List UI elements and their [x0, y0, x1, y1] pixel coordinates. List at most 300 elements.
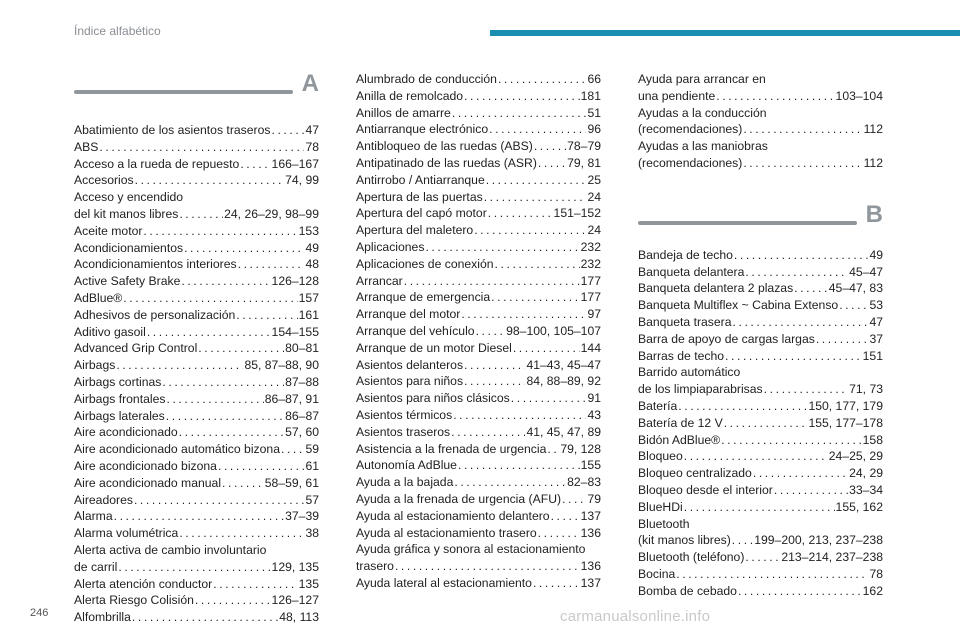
dot-leader: [179, 424, 284, 441]
entry-term: Aire acondicionado bizona: [74, 458, 217, 473]
dot-leader: [281, 441, 304, 458]
entry-pages[interactable]: 41–43, 45–47: [526, 357, 601, 372]
dot-leader: [425, 239, 579, 256]
entry-pages[interactable]: 79: [587, 491, 601, 506]
entry-term: Antiarranque electrónico: [356, 122, 489, 137]
index-entry[interactable]: [74, 156, 319, 173]
entry-term: Acondicionamientos: [74, 240, 184, 255]
entry-pages[interactable]: 45–47: [849, 264, 883, 279]
entry-pages[interactable]: 59: [305, 442, 319, 457]
entry-pages[interactable]: 43: [587, 407, 601, 422]
index-entry[interactable]: [74, 223, 319, 240]
entry-pages[interactable]: 51: [587, 105, 601, 120]
entry-pages[interactable]: 24, 29: [849, 466, 883, 481]
entry-term: Bloqueo centralizado: [638, 466, 752, 481]
index-entry[interactable]: [74, 374, 319, 391]
dot-leader: [745, 549, 780, 566]
dot-leader: [238, 256, 305, 273]
index-entry[interactable]: [74, 576, 319, 593]
entry-pages[interactable]: 98–100, 105–107: [506, 323, 601, 338]
entry-term: de carril: [74, 559, 118, 574]
index-entry[interactable]: [356, 88, 601, 105]
entry-term-line: Ayuda gráfica y sonora al estacionamiento: [356, 542, 586, 557]
entry-term: Alumbrado de conducción: [356, 72, 497, 86]
index-entry[interactable]: [74, 592, 319, 609]
entry-term: Apertura del capó motor: [356, 206, 487, 221]
index-entry[interactable]: [356, 390, 601, 407]
index-entry[interactable]: [74, 172, 319, 189]
entry-pages[interactable]: 38: [305, 526, 319, 541]
entry-term-line: Barrido automático: [638, 365, 741, 380]
entry-term: Alerta Riesgo Colisión: [74, 593, 194, 608]
index-entry[interactable]: [356, 340, 601, 357]
entry-pages[interactable]: 136: [580, 559, 601, 574]
entry-term: Arranque del vehículo: [356, 323, 475, 338]
entry-term: Aplicaciones: [356, 239, 425, 254]
entry-pages[interactable]: 232: [580, 239, 601, 254]
entry-pages[interactable]: 61: [305, 458, 319, 473]
entry-pages[interactable]: 155, 162: [835, 499, 883, 514]
entry-term: Adhesivos de personalización: [74, 307, 236, 322]
entry-term: Ayuda a la bajada: [356, 475, 454, 490]
dot-leader: [222, 475, 264, 492]
entry-term: Banqueta delantera 2 plazas: [638, 281, 794, 296]
index-entry[interactable]: [74, 139, 319, 156]
dot-leader: [451, 424, 525, 441]
entry-term: Bluetooth (teléfono): [638, 550, 745, 565]
entry-pages[interactable]: 78: [305, 139, 319, 154]
index-entry[interactable]: [356, 71, 601, 88]
dot-leader: [213, 576, 297, 593]
dot-leader: [725, 348, 862, 365]
entry-pages[interactable]: 84, 88–89, 92: [526, 374, 601, 389]
entry-term: Asistencia a la frenada de urgencia: [356, 441, 547, 456]
entry-pages[interactable]: 137: [580, 508, 601, 523]
entry-term: Aire acondicionado automático bizona: [74, 442, 280, 457]
dot-leader: [118, 559, 270, 576]
entry-term: Antirrobo / Antiarranque: [356, 172, 485, 187]
index-entry[interactable]: [356, 357, 601, 374]
index-entry[interactable]: [638, 105, 883, 139]
entry-term: Acceso a la rueda de repuesto: [74, 156, 240, 171]
entry-term: Bloqueo desde el interior: [638, 482, 773, 497]
entry-pages[interactable]: 80–81: [285, 341, 319, 356]
entry-pages[interactable]: 153: [298, 223, 319, 238]
index-entry[interactable]: [74, 290, 319, 307]
entry-term: Active Safety Brake: [74, 274, 181, 289]
index-entry[interactable]: [638, 71, 883, 105]
entry-pages[interactable]: 158: [862, 432, 883, 447]
entry-term: del kit manos libres: [74, 206, 179, 221]
entry-pages[interactable]: 151–152: [553, 206, 601, 221]
entry-term: Bandeja de techo: [638, 247, 733, 262]
entry-term: Apertura del maletero: [356, 223, 474, 238]
entry-term: Ayuda al estacionamiento trasero: [356, 525, 537, 540]
index-entry[interactable]: [74, 441, 319, 458]
entry-pages[interactable]: 177: [580, 290, 601, 305]
entry-pages[interactable]: 24, 26–29, 98–99: [224, 206, 319, 221]
entry-pages[interactable]: 74, 99: [285, 173, 319, 188]
dot-leader: [132, 609, 278, 626]
entry-term: Alfombrilla: [74, 610, 131, 625]
entry-term: Banqueta delantera: [638, 264, 745, 279]
index-entry[interactable]: [74, 391, 319, 408]
dot-leader: [147, 324, 271, 341]
entry-pages[interactable]: 150, 177, 179: [808, 398, 883, 413]
entry-term: Airbags laterales: [74, 408, 165, 423]
entry-term: Aplicaciones de conexión: [356, 256, 494, 271]
entry-pages[interactable]: 136: [580, 525, 601, 540]
dot-leader: [453, 407, 586, 424]
entry-term: BlueHDi: [638, 499, 683, 514]
index-entry[interactable]: [356, 155, 601, 172]
dot-leader: [753, 465, 848, 482]
dot-leader: [534, 138, 566, 155]
entry-pages[interactable]: 155: [580, 458, 601, 473]
index-entry[interactable]: [74, 240, 319, 257]
index-entry[interactable]: [356, 205, 601, 222]
index-entry[interactable]: [638, 398, 883, 415]
entry-pages[interactable]: 79, 128: [560, 441, 601, 456]
entry-term: trasero: [356, 559, 394, 574]
dot-leader: [166, 391, 263, 408]
index-column-2: [356, 71, 601, 592]
entry-pages[interactable]: 96: [587, 122, 601, 137]
entry-term: Advanced Grip Control: [74, 341, 198, 356]
index-entry[interactable]: [638, 465, 883, 482]
index-entry[interactable]: [638, 331, 883, 348]
section-header-a: [74, 70, 319, 122]
entry-pages[interactable]: 157: [298, 290, 319, 305]
dot-leader: [684, 448, 828, 465]
entry-pages[interactable]: 126–128: [271, 274, 319, 289]
index-entry[interactable]: [356, 289, 601, 306]
entry-term: Airbags: [74, 358, 116, 373]
index-entry[interactable]: [74, 609, 319, 626]
entry-pages[interactable]: 154–155: [271, 324, 319, 339]
entry-term: Arrancar: [356, 273, 403, 288]
entry-pages[interactable]: 47: [305, 123, 319, 137]
index-entry[interactable]: [74, 324, 319, 341]
index-entry[interactable]: [74, 273, 319, 290]
index-entry[interactable]: [74, 475, 319, 492]
index-entry[interactable]: [356, 457, 601, 474]
entry-term: Barra de apoyo de cargas largas: [638, 331, 815, 346]
dot-leader: [533, 575, 580, 592]
dot-leader: [684, 499, 835, 516]
entry-pages[interactable]: 24: [587, 223, 601, 238]
entry-term: Batería: [638, 398, 678, 413]
index-entry[interactable]: [638, 583, 883, 600]
entry-term: Asientos traseros: [356, 424, 451, 439]
dot-leader: [143, 223, 297, 240]
section-rule: [74, 90, 293, 94]
entry-term: Ayuda a la frenada de urgencia (AFU): [356, 491, 562, 506]
index-entry[interactable]: [356, 525, 601, 542]
entry-pages[interactable]: 33–34: [849, 482, 883, 497]
entry-pages[interactable]: 91: [587, 391, 601, 406]
entry-pages[interactable]: 135: [298, 576, 319, 591]
dot-leader: [724, 415, 808, 432]
entry-term: (recomendaciones): [638, 155, 743, 170]
dot-leader: [738, 583, 862, 600]
index-entry[interactable]: [638, 415, 883, 432]
entry-pages[interactable]: 213–214, 237–238: [781, 550, 883, 565]
dot-leader: [745, 264, 848, 281]
index-entry[interactable]: [638, 448, 883, 465]
index-entry[interactable]: [638, 364, 883, 398]
entry-pages[interactable]: 49: [305, 240, 319, 255]
index-entry[interactable]: [74, 542, 319, 576]
entry-pages[interactable]: 78–79: [567, 139, 601, 154]
dot-leader: [839, 297, 868, 314]
dot-leader: [464, 357, 525, 374]
entry-pages[interactable]: 155, 177–178: [808, 415, 883, 430]
index-entry[interactable]: [638, 566, 883, 583]
entry-pages[interactable]: 49: [869, 247, 883, 262]
entry-term: Alerta atención conductor: [74, 576, 213, 591]
entry-pages[interactable]: 129, 135: [271, 559, 319, 574]
entry-term-line: Alerta activa de cambio involuntario: [74, 542, 267, 557]
entry-term: Antibloqueo de las ruedas (ABS): [356, 139, 533, 154]
entry-term: Aireadores: [74, 492, 133, 507]
index-column-3: [638, 71, 883, 600]
dot-leader: [476, 323, 506, 340]
dot-leader: [511, 390, 587, 407]
index-entry[interactable]: [74, 256, 319, 273]
dot-leader: [99, 139, 304, 156]
dot-leader: [236, 307, 297, 324]
index-entry[interactable]: [74, 408, 319, 425]
index-entry[interactable]: [356, 138, 601, 155]
entry-term: AdBlue®: [74, 290, 123, 305]
header-accent-bar: [490, 30, 960, 36]
index-entry[interactable]: [638, 432, 883, 449]
entry-pages[interactable]: 71, 73: [849, 382, 883, 397]
entry-pages[interactable]: 161: [298, 307, 319, 322]
entry-pages[interactable]: 78: [869, 566, 883, 581]
dot-leader: [743, 155, 862, 172]
entry-pages[interactable]: 126–127: [271, 593, 319, 608]
dot-leader: [678, 398, 807, 415]
entry-pages[interactable]: 86–87, 91: [264, 391, 319, 406]
index-entry[interactable]: [638, 549, 883, 566]
index-entry[interactable]: [74, 307, 319, 324]
entry-term: (recomendaciones): [638, 122, 743, 137]
index-entry[interactable]: [74, 492, 319, 509]
index-entry[interactable]: [74, 458, 319, 475]
entry-pages[interactable]: 57, 60: [285, 425, 319, 440]
entry-pages[interactable]: 86–87: [285, 408, 319, 423]
entry-term-line: Ayudas a las maniobras: [638, 139, 768, 154]
index-entry[interactable]: [356, 239, 601, 256]
entry-pages[interactable]: 232: [580, 256, 601, 271]
entry-term: Banqueta trasera: [638, 314, 732, 329]
index-entry[interactable]: [356, 189, 601, 206]
dot-leader: [816, 331, 869, 348]
index-entry[interactable]: [638, 280, 883, 297]
entry-pages[interactable]: 37–39: [285, 509, 319, 524]
entry-pages[interactable]: 103–104: [835, 88, 883, 103]
entry-term: Bomba de cebado: [638, 583, 737, 598]
entry-pages[interactable]: 24–25, 29: [828, 449, 883, 464]
entry-term: Acondicionamientos interiores: [74, 257, 237, 272]
entry-term: de los limpiaparabrisas: [638, 382, 763, 397]
entry-term: Arranque del motor: [356, 307, 461, 322]
index-entry[interactable]: [356, 273, 601, 290]
entry-pages[interactable]: 82–83: [567, 475, 601, 490]
entry-pages[interactable]: 137: [580, 575, 601, 590]
index-entry[interactable]: [74, 357, 319, 374]
entry-pages[interactable]: 79, 81: [567, 155, 601, 170]
entry-pages[interactable]: 162: [862, 583, 883, 598]
dot-leader: [498, 71, 587, 88]
entry-term: Alarma: [74, 509, 113, 524]
entry-pages[interactable]: 57: [305, 492, 319, 507]
entry-term: Airbags frontales: [74, 391, 166, 406]
dot-leader: [240, 156, 270, 173]
dot-leader: [271, 122, 304, 139]
index-entry[interactable]: [356, 491, 601, 508]
entry-pages[interactable]: 58–59, 61: [264, 475, 319, 490]
entry-pages[interactable]: 199–200, 213, 237–238: [754, 533, 883, 548]
dot-leader: [162, 374, 284, 391]
entry-term: Bloqueo: [638, 449, 683, 464]
entry-pages[interactable]: 45–47, 83: [828, 281, 883, 296]
index-entry[interactable]: [74, 508, 319, 525]
entry-pages[interactable]: 24: [587, 189, 601, 204]
index-entry[interactable]: [638, 516, 883, 550]
dot-leader: [743, 121, 862, 138]
dot-leader: [676, 566, 868, 583]
entry-term: Aceite motor: [74, 223, 143, 238]
dot-leader: [114, 508, 285, 525]
entry-pages[interactable]: 48: [305, 257, 319, 272]
entry-term: Batería de 12 V: [638, 415, 723, 430]
index-entry[interactable]: [356, 105, 601, 122]
index-entry[interactable]: [356, 407, 601, 424]
entry-term: Accesorios: [74, 173, 134, 188]
entry-term: Arranque de un motor Diesel: [356, 340, 512, 355]
index-entry[interactable]: [74, 340, 319, 357]
index-entry[interactable]: [638, 264, 883, 281]
entry-pages[interactable]: 144: [580, 340, 601, 355]
entry-term: Banqueta Multiflex ~ Cabina Extenso: [638, 298, 839, 313]
dot-leader: [464, 373, 525, 390]
entry-pages[interactable]: 112: [863, 155, 883, 170]
dot-leader: [474, 222, 586, 239]
entry-pages[interactable]: 47: [869, 314, 883, 329]
section-header-b: [638, 200, 883, 253]
entry-term-line: Bluetooth: [638, 516, 690, 531]
dot-leader: [135, 172, 285, 189]
entry-term: Asientos para niños: [356, 374, 464, 389]
entry-term: Ayuda al estacionamiento delantero: [356, 508, 550, 523]
index-entry[interactable]: [74, 189, 319, 223]
entry-term-line: Ayudas a la conducción: [638, 105, 767, 120]
section-letter: B: [865, 200, 883, 228]
dot-leader: [116, 357, 243, 374]
entry-pages[interactable]: 97: [587, 307, 601, 322]
index-entry[interactable]: [356, 121, 601, 138]
index-entry[interactable]: [356, 474, 601, 491]
entry-pages[interactable]: 25: [587, 172, 601, 187]
entry-term: Asientos térmicos: [356, 407, 453, 422]
index-entry[interactable]: [356, 172, 601, 189]
dot-leader: [538, 155, 566, 172]
dot-leader: [721, 432, 861, 449]
index-entry[interactable]: [356, 424, 601, 441]
entry-term: Bidón AdBlue®: [638, 432, 721, 447]
dot-leader: [489, 121, 586, 138]
entry-pages[interactable]: 48, 113: [279, 610, 319, 625]
entry-term-line: Ayuda para arrancar en: [638, 72, 766, 86]
index-entry[interactable]: [356, 222, 601, 239]
dot-leader: [538, 525, 580, 542]
dot-leader: [198, 340, 284, 357]
index-entry[interactable]: [356, 541, 601, 575]
entry-pages[interactable]: 151: [862, 348, 883, 363]
header-title: Índice alfabético: [74, 24, 161, 38]
entry-term-line: Acceso y encendido: [74, 190, 184, 205]
entry-pages[interactable]: 181: [580, 88, 601, 103]
dot-leader: [454, 474, 566, 491]
index-entry[interactable]: [356, 575, 601, 592]
entry-pages[interactable]: 85, 87–88, 90: [244, 358, 319, 373]
page-number: 246: [30, 607, 49, 619]
dot-leader: [184, 240, 304, 257]
index-entry[interactable]: [638, 482, 883, 499]
entry-pages[interactable]: 166–167: [271, 156, 319, 171]
entry-pages[interactable]: 41, 45, 47, 89: [526, 424, 601, 439]
index-entry[interactable]: [638, 499, 883, 516]
entry-term: Airbags cortinas: [74, 374, 162, 389]
dot-leader: [179, 206, 223, 223]
entry-term: Arranque de emergencia: [356, 290, 491, 305]
index-entry[interactable]: [74, 122, 319, 139]
entry-pages[interactable]: 37: [869, 331, 883, 346]
section-rule: [638, 221, 857, 225]
entry-pages[interactable]: 112: [863, 122, 883, 137]
index-entry[interactable]: [74, 424, 319, 441]
entry-pages[interactable]: 87–88: [285, 374, 319, 389]
dot-leader: [461, 306, 586, 323]
entry-pages[interactable]: 53: [869, 298, 883, 313]
dot-leader: [732, 532, 753, 549]
index-entry[interactable]: [638, 314, 883, 331]
entry-term: Antipatinado de las ruedas (ASR): [356, 155, 537, 170]
entry-pages[interactable]: 177: [580, 273, 601, 288]
dot-leader: [491, 289, 580, 306]
index-entry[interactable]: [356, 508, 601, 525]
entry-term: Asientos para niños clásicos: [356, 391, 510, 406]
index-entry[interactable]: [74, 525, 319, 542]
entry-term: una pendiente: [638, 88, 716, 103]
index-entry[interactable]: [356, 256, 601, 273]
index-entry[interactable]: [638, 297, 883, 314]
dot-leader: [488, 205, 553, 222]
index-entry[interactable]: [638, 348, 883, 365]
index-entry[interactable]: [356, 373, 601, 390]
entry-term: Bocina: [638, 566, 676, 581]
section-letter: A: [301, 70, 319, 97]
index-entry[interactable]: [356, 441, 601, 458]
index-entry[interactable]: [638, 138, 883, 172]
entry-pages[interactable]: 66: [587, 72, 601, 86]
dot-leader: [166, 408, 284, 425]
index-entry[interactable]: [356, 306, 601, 323]
index-entry[interactable]: [356, 323, 601, 340]
